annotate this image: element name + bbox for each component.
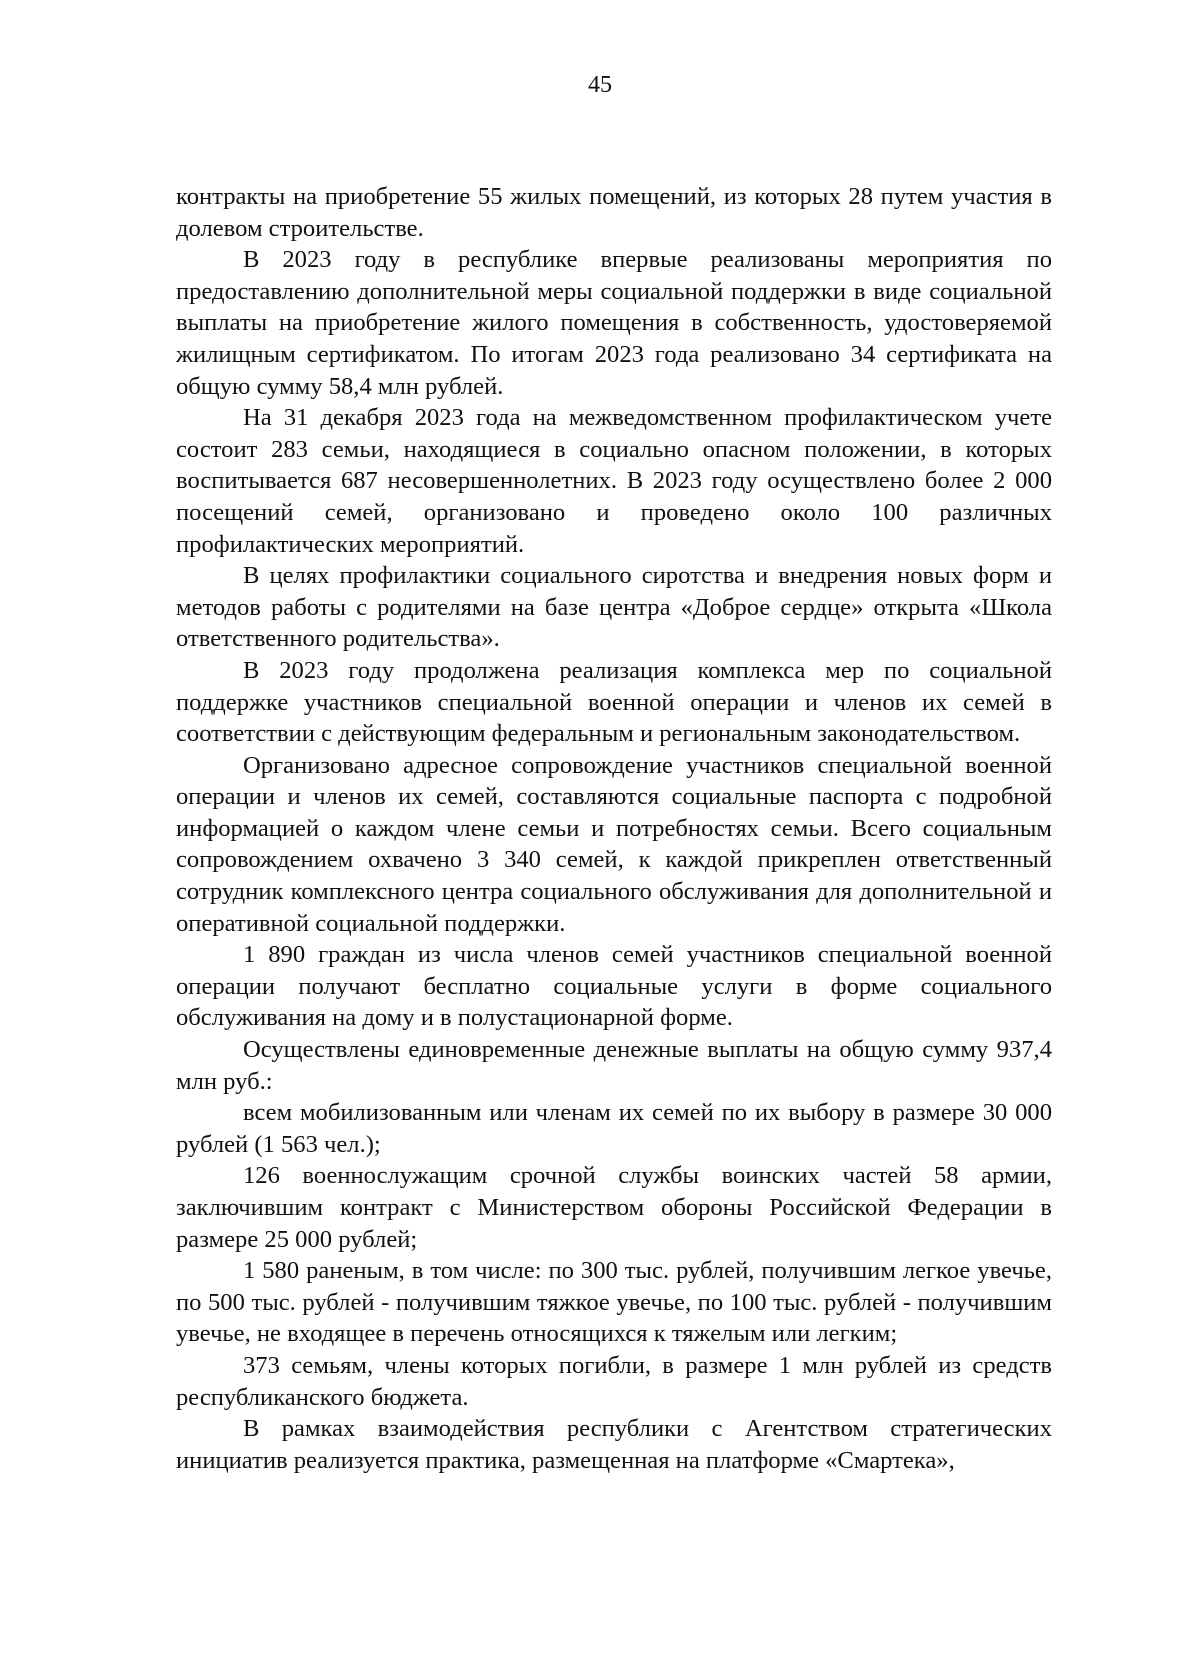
list-item-mobilized: всем мобилизованным или членам их семей по их выбору в размере 30 000 рублей (1 563 чел.);	[176, 1099, 1052, 1158]
paragraph-preventive-registry: На 31 декабря 2023 года на межведомственном профилактическом учете состоит 283 семьи, находящиеся в социально опасном положении, в которых воспитывается 687 несовершеннолетних. В 2023 году осуществлено более 2 000 посещений семей, организовано и проведено около 100 различных профилактических мероприятий.	[176, 404, 1052, 558]
page-number: 45	[588, 72, 612, 98]
paragraph-targeted-support: Организовано адресное сопровождение участников специальной военной операции и членов их семей, составляются социальные паспорта с подробной информацией о каждом члене семьи и потребностях семьи. Всего социальным сопровождением охвачено 3 340 семей, к каждой прикреплен ответственный сотрудник комплексного центра социального обслуживания для дополнительной и оперативной социальной поддержки.	[176, 751, 1052, 937]
paragraph-lump-sum-payments: Осуществлены единовременные денежные выплаты на общую сумму 937,4 млн руб.:	[176, 1036, 1052, 1095]
paragraph-svo-support: В 2023 году продолжена реализация комплекса мер по социальной поддержке участников специальной военной операции и членов их семей в соответствии с действующим федеральным и региональным законодательством.	[176, 656, 1052, 748]
paragraph-housing-certificates: В 2023 году в республике впервые реализованы мероприятия по предоставлению дополнительной меры социальной поддержки в виде социальной выплаты на приобретение жилого помещения в собственность, удостоверяемой жилищным сертификатом. По итогам 2023 года реализовано 34 сертификата на общую сумму 58,4 млн рублей.	[176, 246, 1052, 400]
paragraph-parenting-school: В целях профилактики социального сиротства и внедрения новых форм и методов работы с родителями на базе центра «Доброе сердце» открыта «Школа ответственного родительства».	[176, 562, 1052, 653]
paragraph-continuation: контракты на приобретение 55 жилых помещений, из которых 28 путем участия в долевом строительстве.	[176, 183, 1052, 242]
list-item-conscripts: 126 военнослужащим срочной службы воинских частей 58 армии, заключившим контракт с Министерством обороны Российской Федерации в размере 25 000 рублей;	[176, 1162, 1052, 1253]
list-item-deceased-families: 373 семьям, члены которых погибли, в размере 1 млн рублей из средств республиканского бюджета.	[176, 1351, 1052, 1411]
list-item-wounded: 1 580 раненым, в том числе: по 300 тыс. рублей, получившим легкое увечье, по 500 тыс. рублей - получившим тяжкое увечье, по 100 тыс. рублей - получившим увечье, не входящее в перечень относящихся к тяжелым или легким;	[176, 1257, 1052, 1348]
paragraph-social-services: 1 890 граждан из числа членов семей участников специальной военной операции получают бесплатно социальные услуги в форме социального обслуживания на дому и в полустационарной форме.	[176, 941, 1052, 1032]
document-body	[176, 181, 1052, 1476]
paragraph-asi-cooperation: В рамках взаимодействия республики с Агентством стратегических инициатив реализуется практика, размещенная на платформе «Смартека»,	[176, 1415, 1052, 1474]
